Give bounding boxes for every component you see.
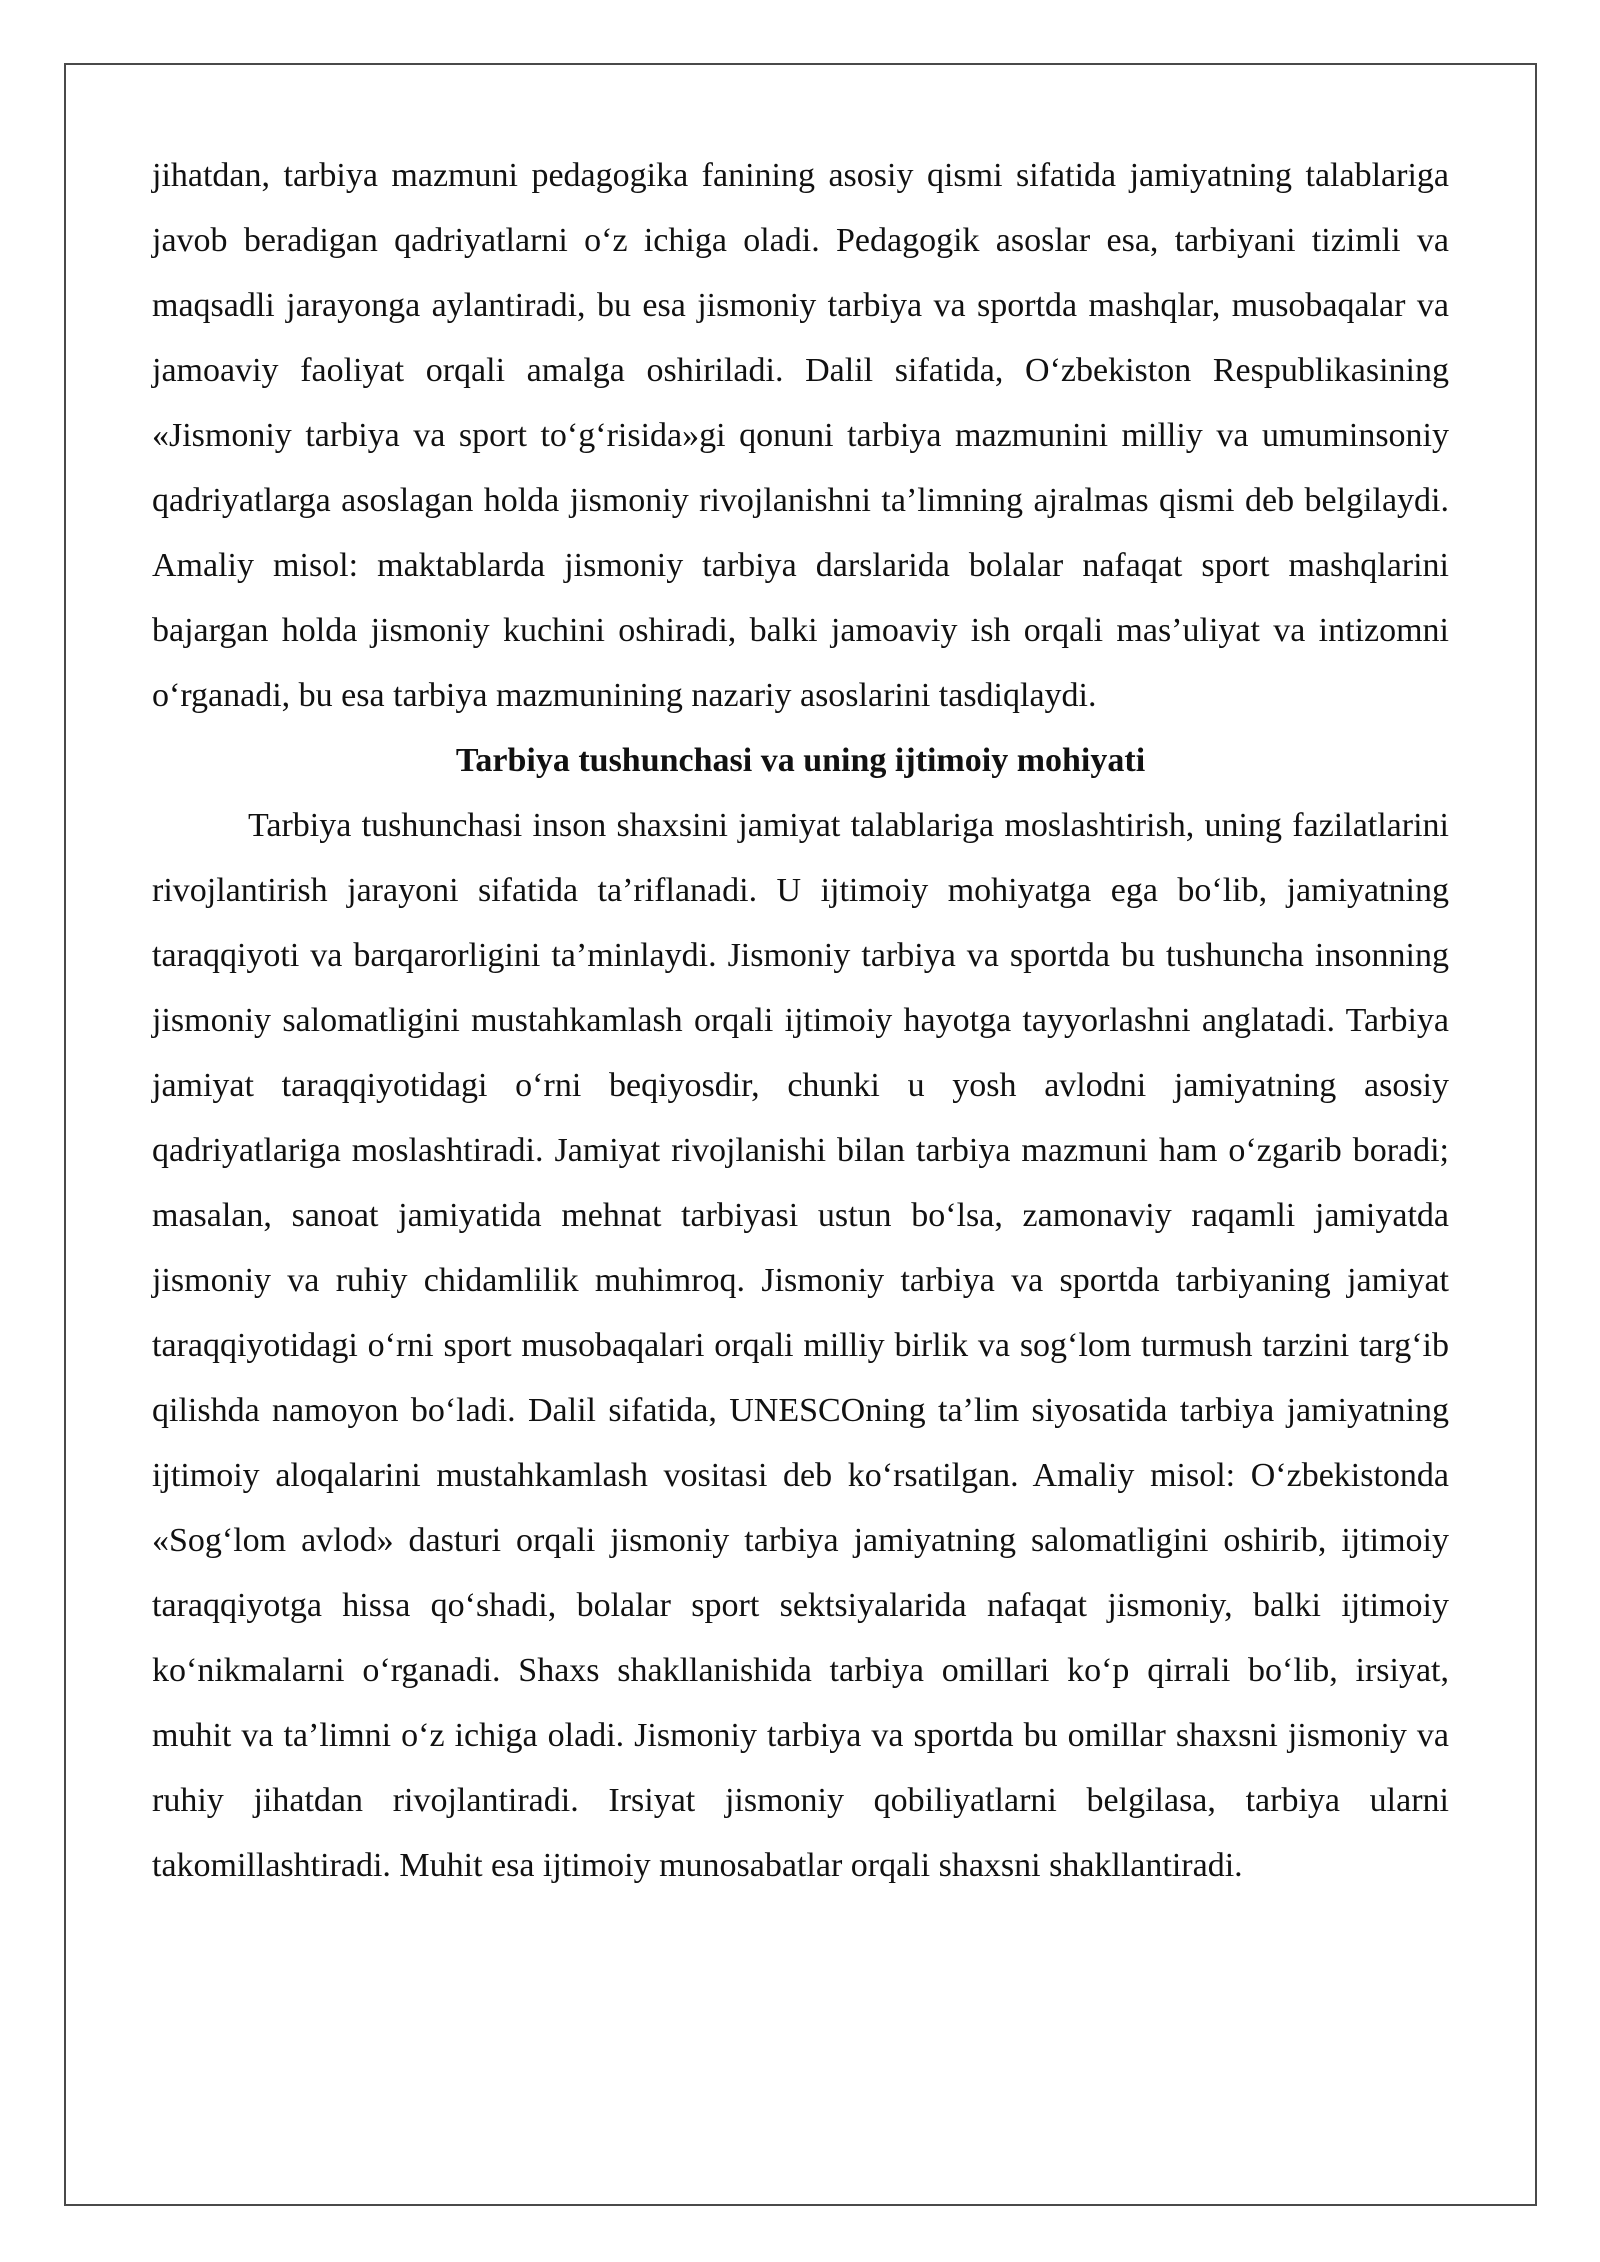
- body-paragraph: Tarbiya tushunchasi inson shaxsini jamiyat talablariga moslashtirish, uning fazilatlarini rivojlantirish jarayoni sifatida ta’riflanadi. U ijtimoiy mohiyatga ega bo‘lib, jamiyatning taraqqiyoti va barqarorligini ta’minlaydi. Jismoniy tarbiya va sportda bu tushuncha insonning jismoniy salomatligini mustahkamlash orqali ijtimoiy hayotga tayyorlashni anglatadi. Tarbiya jamiyat taraqqiyotidagi o‘rni beqiyosdir, chunki u yosh avlodni jamiyatning asosiy qadriyatlariga moslashtiradi. Jamiyat rivojlanishi bilan tarbiya mazmuni ham o‘zgarib boradi; masalan, sanoat jamiyatida mehnat tarbiyasi ustun bo‘lsa, zamonaviy raqamli jamiyatda jismoniy va ruhiy chidamlilik muhimroq. Jismoniy tarbiya va sportda tarbiyaning jamiyat taraqqiyotidagi o‘rni sport musobaqalari orqali milliy birlik va sog‘lom turmush tarzini targ‘ib qilishda namoyon bo‘ladi. Dalil sifatida, UNESCOning ta’lim siyosatida tarbiya jamiyatning ijtimoiy aloqalarini mustahkamlash vositasi deb ko‘rsatilgan. Amaliy misol: O‘zbekistonda «Sog‘lom avlod» dasturi orqali jismoniy tarbiya jamiyatning salomatligini oshirib, ijtimoiy taraqqiyotga hissa qo‘shadi, bolalar sport sektsiyalarida nafaqat jismoniy, balki ijtimoiy ko‘nikmalarni o‘rganadi. Shaxs shakllanishida tarbiya omillari ko‘p qirrali bo‘lib, irsiyat, muhit va ta’limni o‘z ichiga oladi. Jismoniy tarbiya va sportda bu omillar shaxsni jismoniy va ruhiy jihatdan rivojlantiradi. Irsiyat jismoniy qobiliyatlarni belgilasa, tarbiya ularni takomillashtiradi. Muhit esa ijtimoiy munosabatlar orqali shaxsni shakllantiradi.: [152, 807, 1449, 1884]
- document-body: [152, 143, 1449, 1898]
- body-paragraph-continuation: jihatdan, tarbiya mazmuni pedagogika fanining asosiy qismi sifatida jamiyatning talablariga javob beradigan qadriyatlarni o‘z ichiga oladi. Pedagogik asoslar esa, tarbiyani tizimli va maqsadli jarayonga aylantiradi, bu esa jismoniy tarbiya va sportda mashqlar, musobaqalar va jamoaviy faoliyat orqali amalga oshiriladi. Dalil sifatida, O‘zbekiston Respublikasining «Jismoniy tarbiya va sport to‘g‘risida»gi qonuni tarbiya mazmunini milliy va umuminsoniy qadriyatlarga asoslagan holda jismoniy rivojlanishni ta’limning ajralmas qismi deb belgilaydi. Amaliy misol: maktablarda jismoniy tarbiya darslarida bolalar nafaqat sport mashqlarini bajargan holda jismoniy kuchini oshiradi, balki jamoaviy ish orqali mas’uliyat va intizomni o‘rganadi, bu esa tarbiya mazmunining nazariy asoslarini tasdiqlaydi.: [152, 157, 1449, 714]
- section-heading: Tarbiya tushunchasi va uning ijtimoiy mohiyati: [455, 742, 1146, 779]
